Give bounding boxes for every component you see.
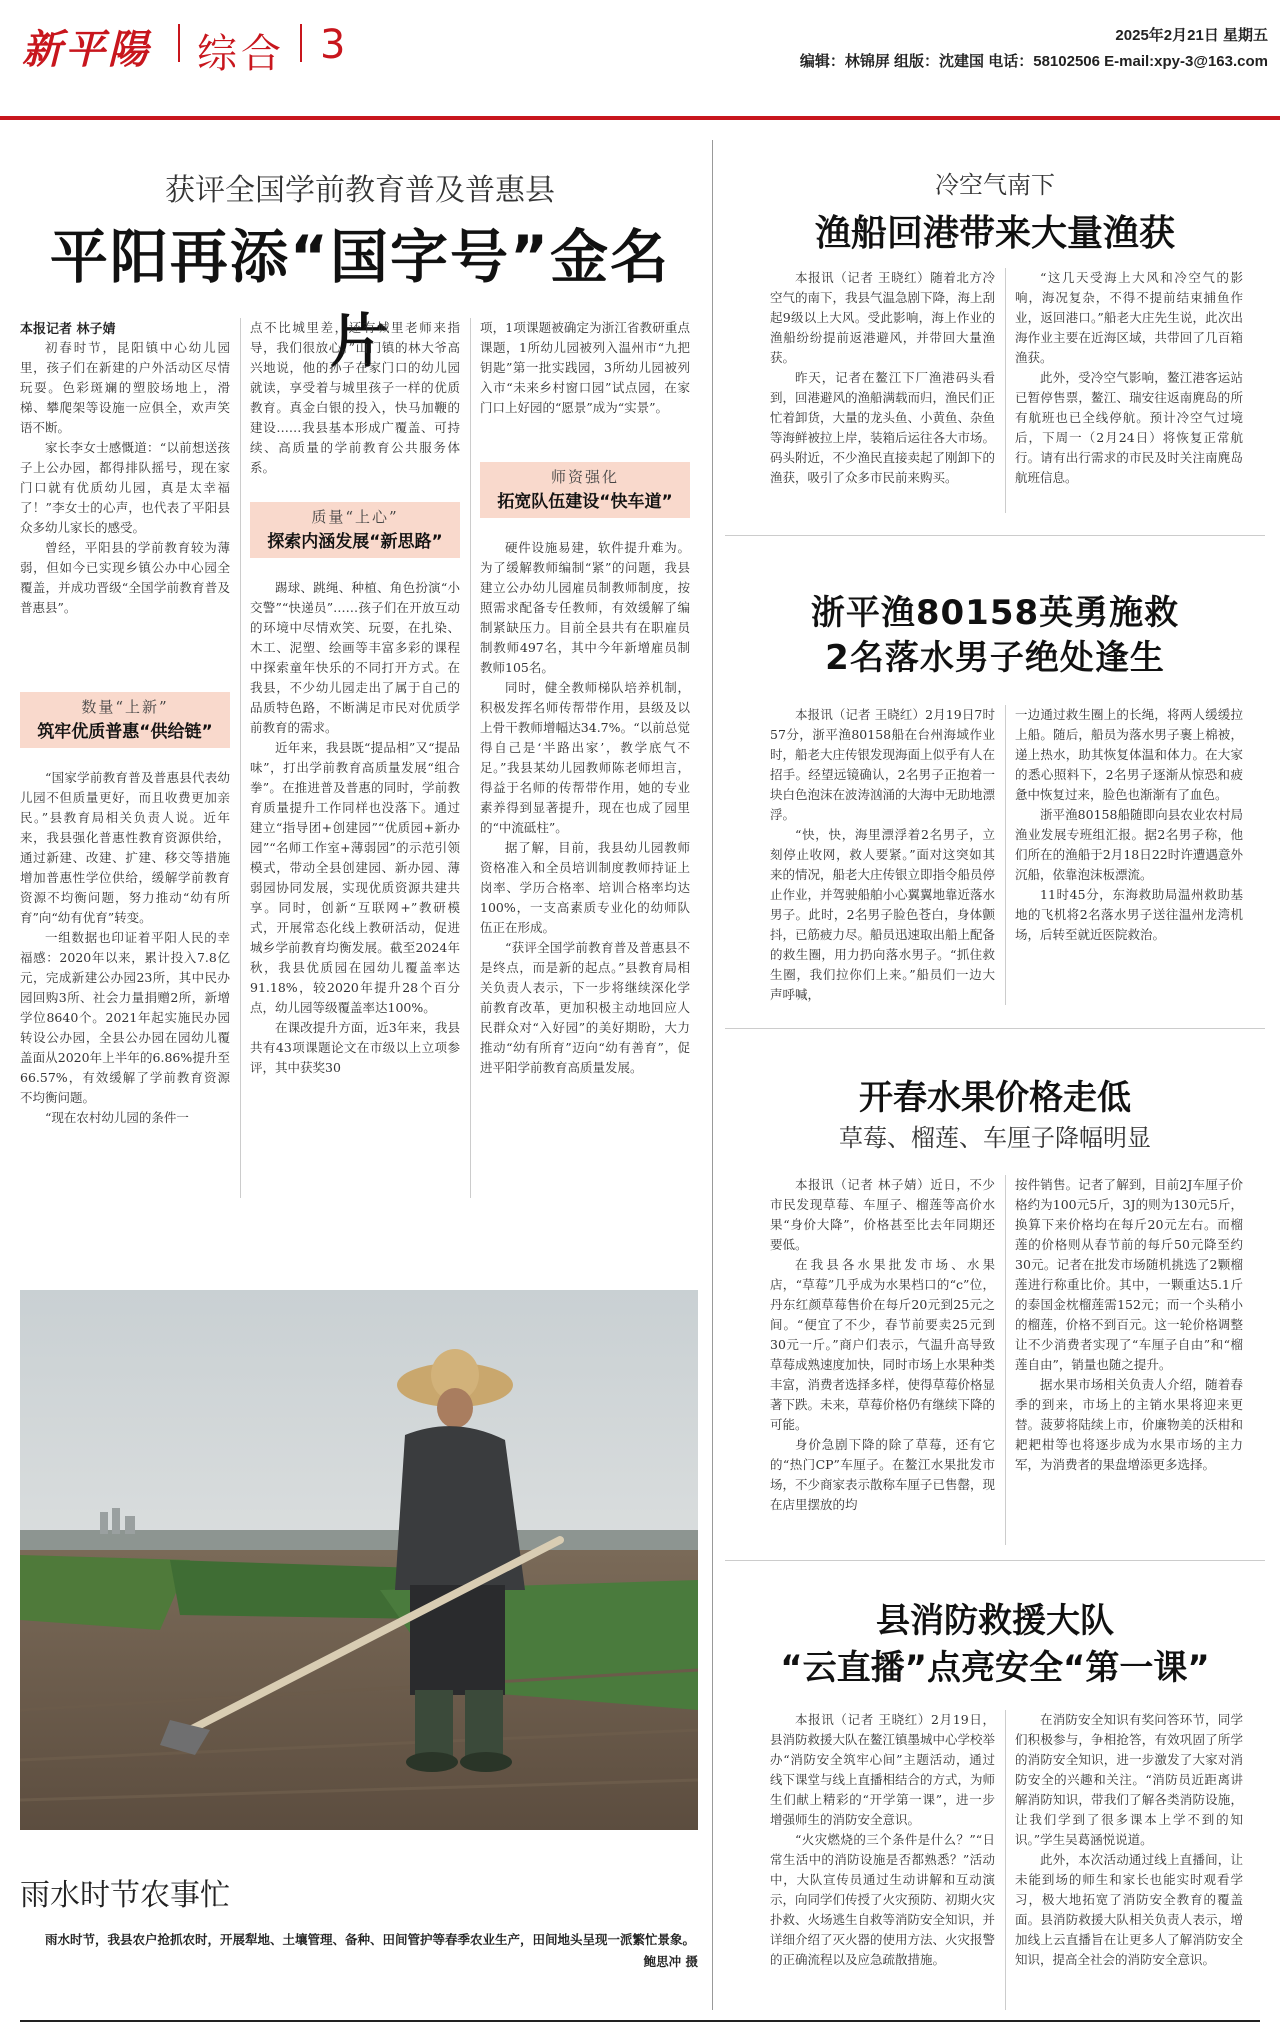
article1-subhead [250, 502, 460, 558]
column-divider [1005, 268, 1006, 513]
editor-info: 编辑：林锦屏 组版：沈建国 电话：58102506 E-mail:xpy-3@163.com [799, 53, 1268, 70]
paragraph: 按件销售。记者了解到，目前2J车厘子价格约为100元5斤，3J的则为130元5斤，换算下来价格均在每斤20元左右。而榴莲的价格则从春节前的每斤50元降至约30元。记者在批发市场随机挑选了2颗榴莲进行称重比价。其中，一颗重达5.1斤的泰国金枕榴莲需152元；而一个头稍小的榴莲，价格不到百元。这一轮价格调整让不少消费者实现了“车厘子自由”和“榴莲自由”，销量也随之提升。 [1015, 1177, 1243, 1372]
article5-column [1015, 1710, 1243, 2015]
photo-caption: 雨水时节，我县农户抢抓农时，开展犁地、土壤管理、备种、田间管护等春季农业生产，田间地头呈现一派繁忙景象。 [45, 1932, 696, 1947]
column-divider [1005, 705, 1006, 1005]
photo-title: 雨水时节农事忙 [20, 1878, 230, 1913]
paragraph: 近年来，我县既“提品相”又“提品味”，打出学前教育高质量发展“组合拳”。在推进普及普惠的同时，学前教育质量提升工作同样也没落下。通过建立“指导团+创建园”“优质园+新办园”“名师工作室+薄弱园”的示范引领模式，带动全县创建园、新办园、薄弱园协同发展，实现优质资源共建共享。同时，创新“互联网+”教研模式，开展常态化线上教研活动，促进城乡学前教育均衡发展。截至2024年秋，我县优质园在园幼儿覆盖率达91.18%，较2020年提升28个百分点，幼儿园等级覆盖率达100%。 [250, 740, 460, 1015]
paragraph: 据了解，目前，我县幼儿园教师资格准入和全员培训制度教师持证上岗率、学历合格率、培训合格率均达100%，一支高素质专业化的幼师队伍正在形成。 [480, 840, 690, 935]
subhead-title: 拓宽队伍建设“快车道” [497, 492, 673, 512]
paragraph: 项，1项课题被确定为浙江省教研重点课题，1所幼儿园被列入温州市“九把钥匙”第一批实践园，3所幼儿园被列入市“未来乡村窗口园”试点园，在家门口上好园的“愿景”成为“实景”。 [480, 320, 690, 415]
issue-date: 2025年2月21日 星期五 [1115, 27, 1268, 44]
article3-headline: 2名落水男子绝处逢生 [825, 638, 1165, 678]
newspaper-logo: 新平陽 [22, 26, 151, 73]
masthead-divider [300, 24, 302, 62]
column-divider [470, 318, 471, 1198]
article2-kicker: 冷空气南下 [935, 171, 1055, 199]
article1-subhead [480, 462, 690, 518]
paragraph: 点不比城里差，还有城里老师来指导，我们很放心。”山门镇的林大爷高兴地说，他的孙子在家门口的幼儿园就读，享受着与城里孩子一样的优质教育。真金白银的投入，快马加鞭的建设……我县基本形成广覆盖、可持续、高质量的学前教育公共服务体系。 [250, 320, 460, 475]
article1-kicker: 获评全国学前教育普及普惠县 [165, 173, 555, 208]
paragraph: 本报讯（记者 王晓红）2月19日7时57分，浙平渔80158船在台州海域作业时，船老大庄传银发现海面上似乎有人在招手。经望远镜确认，2名男子正抱着一块白色泡沫在波涛汹涌的大海中无助地漂浮。 [770, 707, 995, 822]
section-name: 综合 [197, 31, 285, 77]
article3-column [770, 705, 995, 1015]
column-divider [1005, 1175, 1006, 1545]
article5-column [770, 1710, 995, 2015]
footer-rule [20, 2020, 1260, 2022]
paragraph: “国家学前教育普及普惠县代表幼儿园不但质量更好，而且收费更加亲民。”县教育局相关负责人说。近年来，我县强化普惠性教育资源供给，通过新建、改建、扩建、移交等措施增加普惠性学位供给，缓解学前教育资源不均衡问题，努力推动“幼有所育”向“幼有优育”转变。 [20, 770, 230, 925]
subhead-kicker: 师资强化 [550, 468, 619, 486]
article2-column [1015, 268, 1243, 518]
article1-column [480, 538, 690, 1198]
paragraph: 昨天，记者在鳌江下厂渔港码头看到，回港避风的渔船满载而归，渔民们正忙着卸货，大量的龙头鱼、小黄鱼、杂鱼等海鲜被拉上岸，装箱后运往各大市场。码头附近，不少渔民直接卖起了刚卸下的渔获，吸引了众多市民前来购买。 [770, 370, 995, 485]
article1-headline: 平阳再添“国字号”金名片 [49, 223, 671, 375]
subhead-kicker: 数量“上新” [81, 698, 169, 716]
article3-column [1015, 705, 1243, 1015]
article1-column [480, 318, 690, 458]
masthead-divider [178, 24, 180, 62]
article1-column [20, 338, 230, 683]
masthead-rule [0, 116, 1280, 120]
article4-subhead: 草莓、榴莲、车厘子降幅明显 [839, 1124, 1151, 1152]
paragraph: 浙平渔80158船随即向县农业农村局渔业发展专班组汇报。据2名男子称，他们所在的渔船于2月18日22时许遭遇意外沉船，依靠泡沫板漂流。 [1015, 807, 1243, 882]
paragraph: “这几天受海上大风和冷空气的影响，海况复杂，不得不提前结束捕鱼作业，返回港口。”船老大庄先生说，此次出海作业主要在近海区域，共带回了几百箱渔获。 [1015, 270, 1243, 365]
article2-column [770, 268, 995, 518]
paragraph: “火灾燃烧的三个条件是什么？”“日常生活中的消防设施是否都熟悉？”活动中，大队宣传员通过生动讲解和互动演示，向同学们传授了火灾预防、初期火灾扑救、火场逃生自救等消防安全知识，并详细介绍了灭火器的使用方法、火灾报警的正确流程以及应急疏散措施。 [770, 1832, 995, 1967]
photo-credit: 鲍思冲 摄 [643, 1954, 698, 1969]
paragraph: 家长李女士感慨道：“以前想送孩子上公办园，都得排队摇号，现在家门口就有优质幼儿园，真是太幸福了！”李女士的心声，也代表了平阳县众多幼儿家长的感受。 [20, 440, 230, 535]
paragraph: 同时，健全教师梯队培养机制，积极发挥名师传帮带作用，县级及以上骨干教师增幅达34.7%。“以前总觉得自己是‘半路出家’，教学底气不足。”我县某幼儿园教师陈老师坦言，得益于名师的传帮带作用，她的专业素养得到显著提升，现在也成了园里的“中流砥柱”。 [480, 680, 690, 835]
section-rule [725, 535, 1265, 536]
paragraph: 本报讯（记者 王晓红）2月19日，县消防救援大队在鳌江镇墨城中心学校举办“消防安全筑牢心间”主题活动，通过线下课堂与线上直播相结合的方式，为师生们献上精彩的“开学第一课”，进一步增强师生的消防安全意识。 [770, 1712, 995, 1827]
paragraph: 曾经，平阳县的学前教育较为薄弱，但如今已实现乡镇公办中心园全覆盖，并成功晋级“全国学前教育普及普惠县”。 [20, 540, 230, 615]
section-rule [725, 1560, 1265, 1561]
paragraph: 踢球、跳绳、种植、角色扮演“小交警”“快递员”……孩子们在开放互动的环境中尽情欢笑、玩耍，在扎染、木工、泥塑、绘画等丰富多彩的课程中探索童年快乐的不同打开方式。在我县，不少幼儿园走出了属于自己的品质特色路，不断满足市民对优质学前教育的需求。 [250, 580, 460, 735]
page-number: 3 [320, 22, 346, 68]
column-divider [240, 318, 241, 1198]
paragraph: 11时45分，东海救助局温州救助基地的飞机将2名落水男子送往温州龙湾机场，后转至就近医院救治。 [1015, 887, 1243, 942]
article1-byline: 本报记者 林子婧 [20, 322, 116, 337]
paragraph: 初春时节，昆阳镇中心幼儿园里，孩子们在新建的户外活动区尽情玩耍。色彩斑斓的塑胶场地上，滑梯、攀爬架等设施一应俱全，欢声笑语不断。 [20, 340, 230, 435]
paragraph: 本报讯（记者 林子婧）近日，不少市民发现草莓、车厘子、榴莲等高价水果“身价大降”，价格甚至比去年同期还要低。 [770, 1177, 995, 1252]
farmer-photo [20, 1290, 698, 1830]
article3-headline: 浙平渔80158英勇施救 [810, 593, 1180, 633]
paragraph: 硬件设施易建，软件提升难为。为了缓解教师编制“紧”的问题，我县建立公办幼儿园雇员制教师制度，按照需求配备专任教师，有效缓解了编制紧缺压力。目前全县共有在职雇员制教师497名，其中今年新增雇员制教师105名。 [480, 540, 690, 675]
article5-headline: 县消防救援大队 [876, 1601, 1114, 1641]
paragraph: 本报讯（记者 王晓红）随着北方冷空气的南下，我县气温急剧下降，海上刮起9级以上大风。受此影响，海上作业的渔船纷纷提前返港避风，并带回大量渔获。 [770, 270, 995, 365]
paragraph: 此外，本次活动通过线上直播间，让未能到场的师生和家长也能实时观看学习，极大地拓宽了消防安全教育的覆盖面。县消防救援大队相关负责人表示，增加线上云直播旨在让更多人了解消防安全知识，提高全社会的消防安全意识。 [1015, 1852, 1243, 1967]
farmer-photo-image [20, 1290, 698, 1830]
article1-column [250, 318, 460, 498]
subhead-title: 筑牢优质普惠“供给链” [37, 722, 213, 742]
article5-headline: “云直播”点亮安全“第一课” [780, 1648, 1210, 1688]
subhead-title: 探索内涵发展“新思路” [267, 532, 443, 552]
article4-column [770, 1175, 995, 1550]
article1-subhead [20, 692, 230, 748]
paragraph: 据水果市场相关负责人介绍，随着春季的到来，市场上的主销水果将迎来更替。菠萝将陆续上市，价廉物美的沃柑和耙耙柑等也将逐步成为水果市场的主力军，为消费者的果盘增添更多选择。 [1015, 1377, 1243, 1472]
paragraph: “现在农村幼儿园的条件一 [45, 1110, 189, 1125]
article4-column [1015, 1175, 1243, 1550]
section-rule [725, 1028, 1265, 1029]
paragraph: 一边通过救生圈上的长绳，将两人缓缓拉上船。随后，船员为落水男子裹上棉被，递上热水，助其恢复体温和体力。在大家的悉心照料下，2名男子逐渐从惊恐和疲惫中恢复过来，脸色也渐渐有了血色。 [1015, 707, 1243, 802]
article2-headline: 渔船回港带来大量渔获 [814, 213, 1175, 254]
paragraph: “快，快，海里漂浮着2名男子，立刻停止收网，救人要紧。”面对这突如其来的情况，船老大庄传银立即指令船员停止作业，并驾驶船舶小心翼翼地靠近落水男子。此时，2名男子脸色苍白，身体颤抖，已筋疲力尽。船员迅速取出船上配备的救生圈，用力扔向落水男子。“抓住救生圈，我们拉你们上来。”船员们一边大声呼喊， [770, 827, 995, 1002]
article1-column [250, 578, 460, 1198]
paragraph: 在课改提升方面，近3年来，我县共有43项课题论文在市级以上立项参评，其中获奖30 [250, 1020, 460, 1075]
page-divider [712, 140, 713, 2010]
paragraph: 在消防安全知识有奖问答环节，同学们积极参与，争相抢答，有效巩固了所学的消防安全知识，进一步激发了大家对消防安全的兴趣和关注。“消防员近距离讲解消防知识，带我们了解各类消防设施，让我们学到了很多课本上学不到的知识。”学生吴葛涵悦说道。 [1015, 1712, 1243, 1847]
paragraph: “获评全国学前教育普及普惠县不是终点，而是新的起点。”县教育局相关负责人表示，下一步将继续深化学前教育改革，更加积极主动地回应人民群众对“入好园”的美好期盼，大力推动“幼有所育”迈向“幼有善育”，促进平阳学前教育高质量发展。 [480, 940, 690, 1075]
paragraph: 身价急剧下降的除了草莓，还有它的“热门CP”车厘子。在鳌江水果批发市场，不少商家表示散称车厘子已售罄，现在店里摆放的均 [770, 1437, 995, 1512]
article1-column [20, 768, 230, 1198]
paragraph: 此外，受冷空气影响，鳌江港客运站已暂停售票，鳌江、瑞安往返南麂岛的所有航班也已全线停航。预计冷空气过境后，下周一（2月24日）将恢复正常航行。请有出行需求的市民及时关注南麂岛航班信息。 [1015, 370, 1243, 485]
paragraph: 在我县各水果批发市场、水果店，“草莓”几乎成为水果档口的“c”位，丹东红颜草莓售价在每斤20元到25元之间。“便宜了不少，春节前要卖25元到30元一斤。”商户们表示，气温升高导致草莓成熟速度加快，同时市场上水果种类丰富，消费者选择多样，使得草莓价格显著下跌。未来，草莓价格仍有继续下降的可能。 [770, 1257, 995, 1432]
paragraph: 一组数据也印证着平阳人民的幸福感：2020年以来，累计投入7.8亿元，完成新建公办园23所，其中民办园回购3所、社会力量捐赠2所，新增学位8640个。2021年起实施民办园转设公办园，全县公办园在园幼儿覆盖面从2020年上半年的6.86%提升至66.57%，有效缓解了学前教育资源不均衡问题。 [20, 930, 230, 1105]
article4-headline: 开春水果价格走低 [859, 1078, 1131, 1118]
subhead-kicker: 质量“上心” [311, 508, 399, 526]
column-divider [1005, 1710, 1006, 2010]
